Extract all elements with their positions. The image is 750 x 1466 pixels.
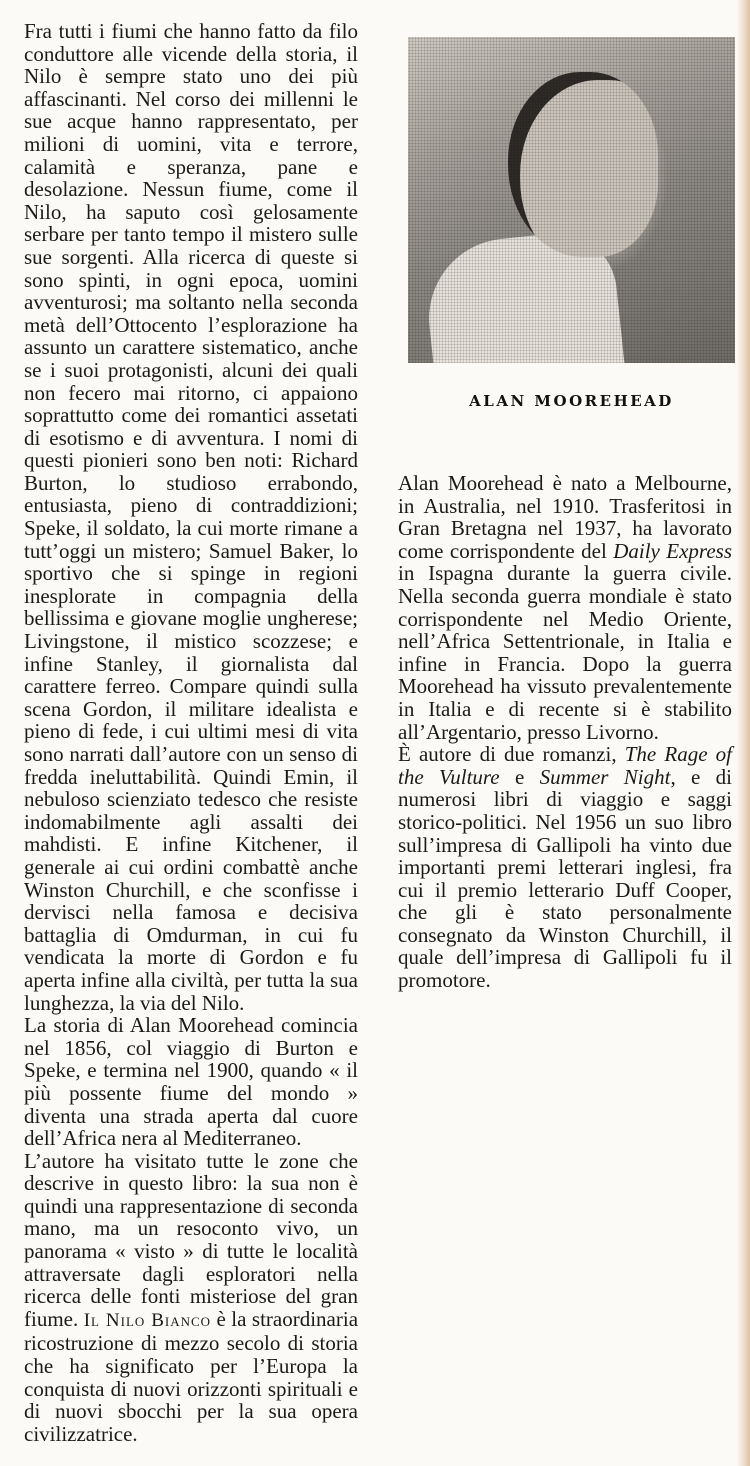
novel-title: Summer Night: [539, 764, 671, 789]
description-text: L’autore ha visitato tutte le zone che descrive in questo libro: la sua non è quindi una rappresentazione di seconda mano, ma un resoconto vivo, un panorama « visto » di tutte le località attraversate dagli esploratori nella ricerca delle fonti misteriose del gran fiume.: [24, 1148, 358, 1331]
bio-text: in Ispagna durante la guerra civile. Nella seconda guerra mondiale è stato corrispondente nel Medio Oriente, nell’Africa Settentrionale, in Italia e infine in Francia. Dopo la guerra Moorehead ha vissuto prevalentemente in Italia e di recente si è stabilito all’Argentario, presso Livorno.: [398, 561, 732, 744]
paper-edge-stain: [736, 0, 750, 1466]
bio-paragraph: [398, 472, 732, 743]
newspaper-title: Daily Express: [613, 538, 732, 563]
description-paragraph: Fra tutti i fiumi che hanno fatto da filo conduttore alle vicende della storia, il Nilo è sempre stato uno dei più affascinanti. Nel corso dei millenni le sue acque hanno rappresentato, per milioni di uomini, vita e terrore, calamità e speranza, pane e desolazione. Nessun fiume, come il Nilo, ha saputo così gelosamente serbare per tanto tempo il mistero sulle sue sorgenti. Alla ricerca di queste si sono spinti, in ogni epoca, uomini avventurosi; ma soltanto nella seconda metà dell’Ottocento l’esplorazione ha assunto un carattere sistematico, anche se i suoi protagonisti, alcuni dei quali non fecero mai ritorno, ci appaiono soprattutto come dei romantici assetati di esotismo e di avventura. I nomi di questi pionieri sono ben noti: Richard Burton, lo studioso errabondo, entusiasta, pieno di contraddizioni; Speke, il soldato, la cui morte rimane a tutt’oggi un mistero; Samuel Baker, lo sportivo che si spinge in regioni inesplorate in compagnia della bellissima e giovane moglie ungherese; Livingstone, il mistico scozzese; e infine Stanley, il giornalista dal carattere ferreo. Compare quindi sulla scena Gordon, il militare idealista e pieno di fede, i cui ultimi mesi di vita sono narrati dall’autore con un senso di fredda ineluttabilità. Quindi Emin, il nebuloso scienziato tedesco che resiste indomabilmente agli assalti dei mahdisti. E infine Kitchener, il generale ai cui ordini combattè anche Winston Churchill, e che sconfisse i dervisci nella famosa e decisiva battaglia di Omdurman, in cui fu vendicata la morte di Gordon e fu aperta infine alla civiltà, per tutta la sua lunghezza, la via del Nilo.: [24, 19, 358, 1015]
bio-text: È autore di due romanzi,: [398, 742, 625, 767]
description-text: è la straordinaria ricostruzione di mezzo secolo di storia che ha significato per l’Europa la conquista di nuovi orizzonti spirituali e di nuovi sbocchi per la sua opera civilizzatrice.: [24, 1306, 359, 1446]
novel-title: The Rage of the Vulture: [398, 742, 733, 789]
description-paragraph: [24, 1150, 358, 1446]
author-bio-column: [398, 472, 732, 992]
book-description-column: [24, 20, 358, 1445]
description-paragraph: La storia di Alan Moorehead comincia nel 1856, col viaggio di Burton e Speke, e termina nel 1900, quando « il più possente fiume del mondo » diventa una strada aperta dal cuore dell’Africa nera al Mediterraneo.: [24, 1013, 358, 1151]
author-photo: [408, 37, 735, 363]
bio-text: e: [499, 764, 540, 789]
bio-text: , e di numerosi libri di viaggio e saggi storico-politici. Nel 1956 un suo libro sull’impresa di Gallipoli ha vinto due importanti premi letterari inglesi, fra cui il premio letterario Duff Cooper, che gli è stato personalmente consegnato da Winston Churchill, il quale dell’impresa di Gallipoli fu il promotore.: [398, 764, 733, 993]
bio-text: Alan Moorehead è nato a Melbourne, in Australia, nel 1910. Trasferitosi in Gran Bretagna nel 1937, ha lavorato come corrispondente del: [398, 471, 732, 563]
book-title: Il Nilo Bianco: [83, 1309, 212, 1331]
bio-paragraph: [398, 743, 732, 992]
photo-halftone-overlay: [408, 37, 735, 363]
author-photo-caption: ALAN MOOREHEAD: [469, 392, 674, 410]
